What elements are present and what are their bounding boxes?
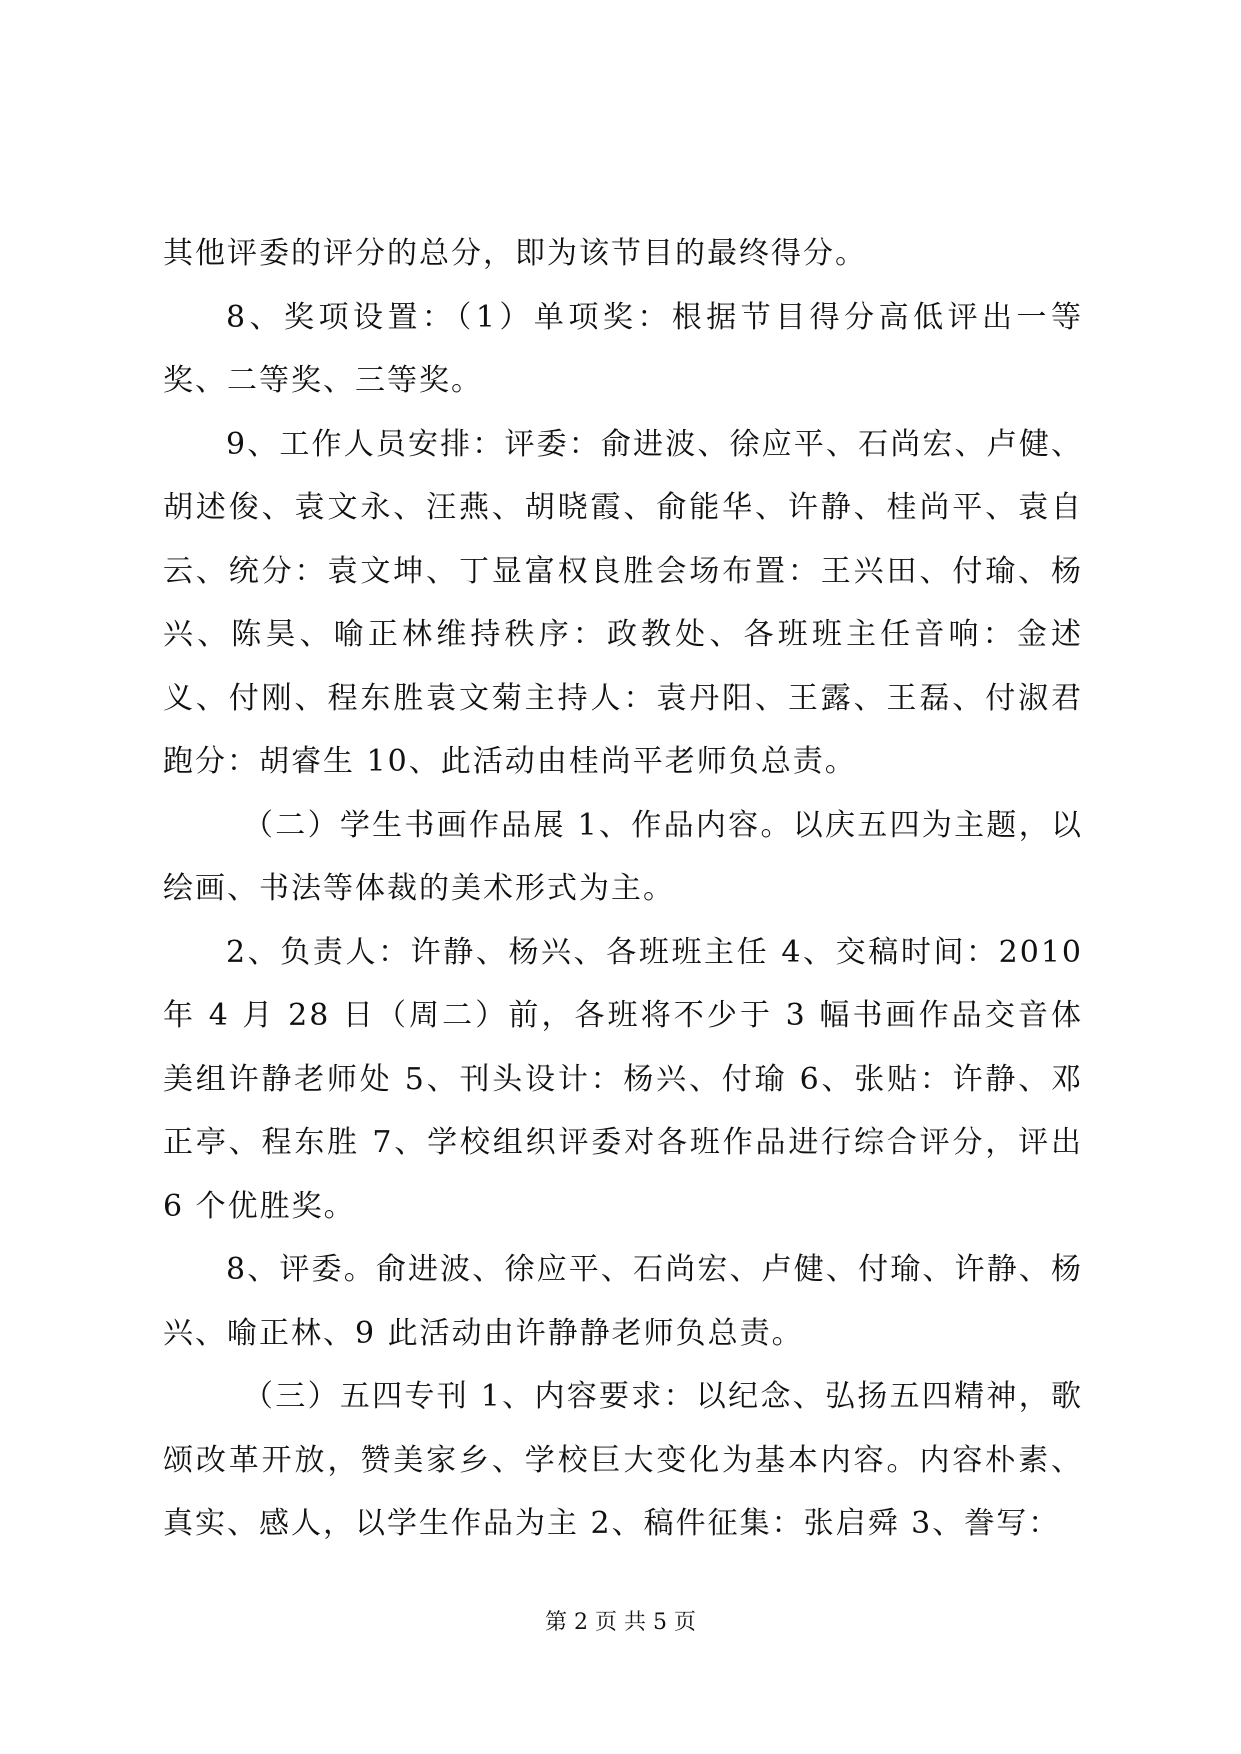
paragraph-4: （二）学生书画作品展 1、作品内容。以庆五四为主题，以绘画、书法等体裁的美术形式为主。 [163, 807, 1083, 906]
paragraph-2: 8、奖项设置：（1）单项奖：根据节目得分高低评出一等奖、二等奖、三等奖。 [163, 299, 1083, 398]
paragraph-6: 8、评委。俞进波、徐应平、石尚宏、卢健、付瑜、许静、杨兴、喻正林、9 此活动由许静静老师负总责。 [163, 1252, 1083, 1351]
page-number-footer: 第 2 页 共 5 页 [545, 1610, 696, 1635]
paragraph-7: （三）五四专刊 1、内容要求：以纪念、弘扬五四精神，歌颂改革开放，赞美家乡、学校巨大变化为基本内容。内容朴素、真实、感人，以学生作品为主 2、稿件征集：张启舜 3、誊写： [163, 1379, 1083, 1541]
document-body [163, 222, 1083, 1552]
paragraph-5: 2、负责人：许静、杨兴、各班班主任 4、交稿时间：2010 年 4 月 28 日（周二）前，各班将不少于 3 幅书画作品交音体美组许静老师处 5、刊头设计：杨兴、付瑜 6、张贴：许静、邓正亭、程东胜 7、学校组织评委对各班作品进行综合评分，评出 6 个优胜奖。 [163, 934, 1083, 1224]
paragraph-1: 其他评委的评分的总分，即为该节目的最终得分。 [163, 236, 867, 271]
paragraph-3: 9、工作人员安排：评委：俞进波、徐应平、石尚宏、卢健、胡述俊、袁文永、汪燕、胡晓霞、俞能华、许静、桂尚平、袁自云、统分：袁文坤、丁显富权良胜会场布置：王兴田、付瑜、杨兴、陈昊、喻正林维持秩序：政教处、各班班主任音响：金述义、付刚、程东胜袁文菊主持人：袁丹阳、王露、王磊、付淑君跑分：胡睿生 10、此活动由桂尚平老师负总责。 [163, 426, 1083, 779]
